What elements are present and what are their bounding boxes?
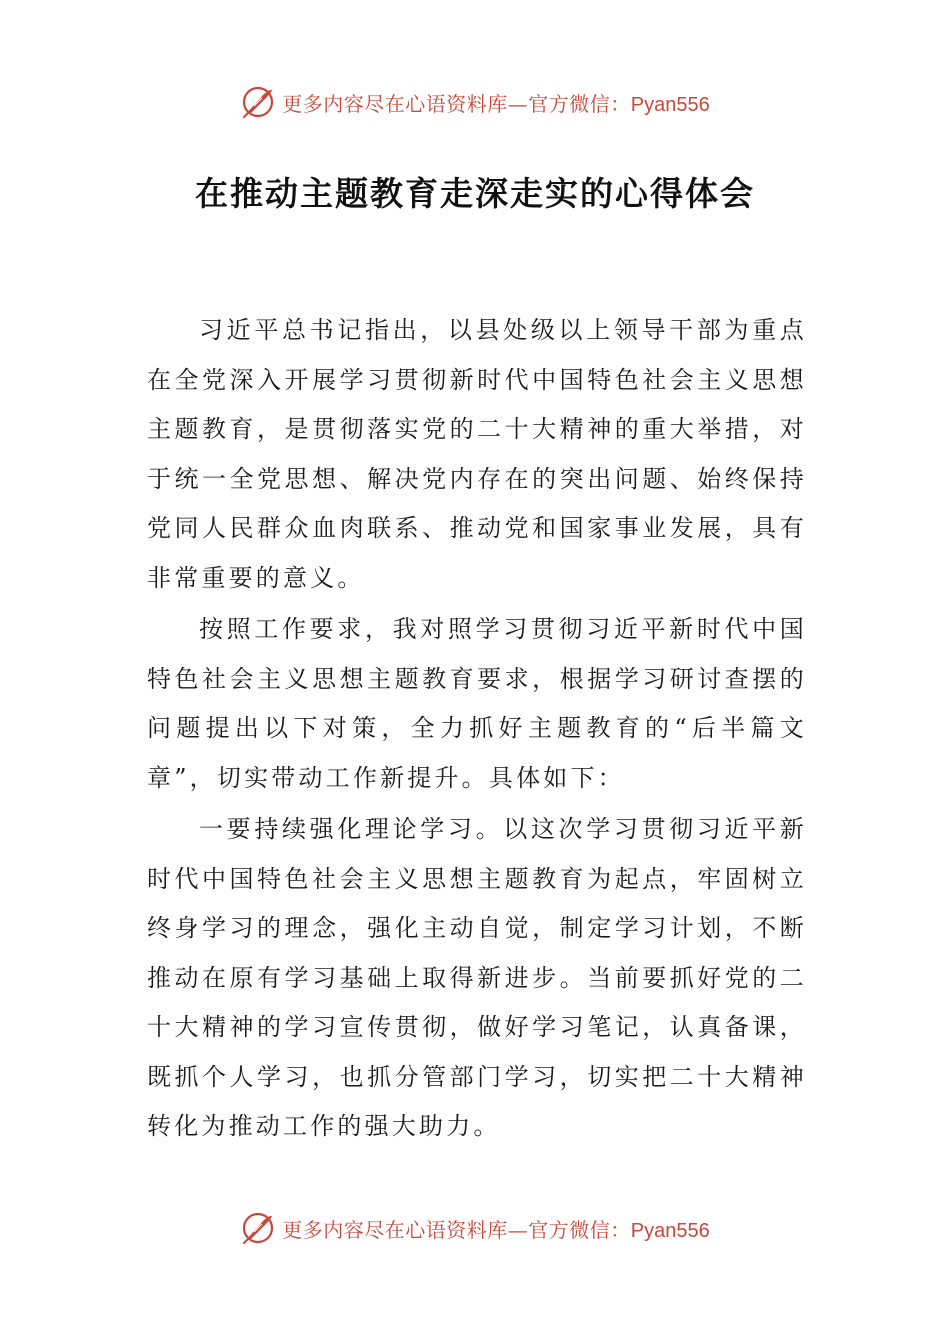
document-body <box>147 306 807 1154</box>
watermark-header-slogan: 更多内容尽在心语资料库—官方微信： <box>282 91 631 116</box>
body-paragraph-1: 习近平总书记指出，以县处级以上领导干部为重点在全党深入开展学习贯彻新时代中国特色社会主义思想主题教育，是贯彻落实党的二十大精神的重大举措，对于统一全党思想、解决党内存在的突出问题、始终保持党同人民群众血肉联系、推动党和国家事业发展，具有非常重要的意义。 <box>147 316 807 592</box>
watermark-footer-slogan: 更多内容尽在心语资料库—官方微信： <box>282 1217 631 1242</box>
document-title: 在推动主题教育走深走实的心得体会 <box>195 174 755 213</box>
quill-pen-logo-icon <box>240 84 276 120</box>
watermark-header-text <box>282 88 709 117</box>
body-paragraph-3: 一要持续强化理论学习。以这次学习贯彻习近平新时代中国特色社会主义思想主题教育为起点，牢固树立终身学习的理念，强化主动自觉，制定学习计划，不断推动在原有学习基础上取得新进步。当前要抓好党的二十大精神的学习宣传贯彻，做好学习笔记，认真备课，既抓个人学习，也抓分管部门学习，切实把二十大精神转化为推动工作的强大助力。 <box>147 815 807 1140</box>
watermark-footer-text <box>282 1214 709 1243</box>
watermark-footer-wechat: Pyan556 <box>630 1219 710 1242</box>
watermark-header-wechat: Pyan556 <box>630 93 710 116</box>
quill-pen-logo-icon <box>240 1210 276 1246</box>
watermark-header <box>0 82 950 122</box>
watermark-footer <box>0 1208 950 1248</box>
body-paragraph-2: 按照工作要求，我对照学习贯彻习近平新时代中国特色社会主义思想主题教育要求，根据学习研讨查摆的问题提出以下对策，全力抓好主题教育的“后半篇文章”，切实带动工作新提升。具体如下： <box>147 615 807 792</box>
